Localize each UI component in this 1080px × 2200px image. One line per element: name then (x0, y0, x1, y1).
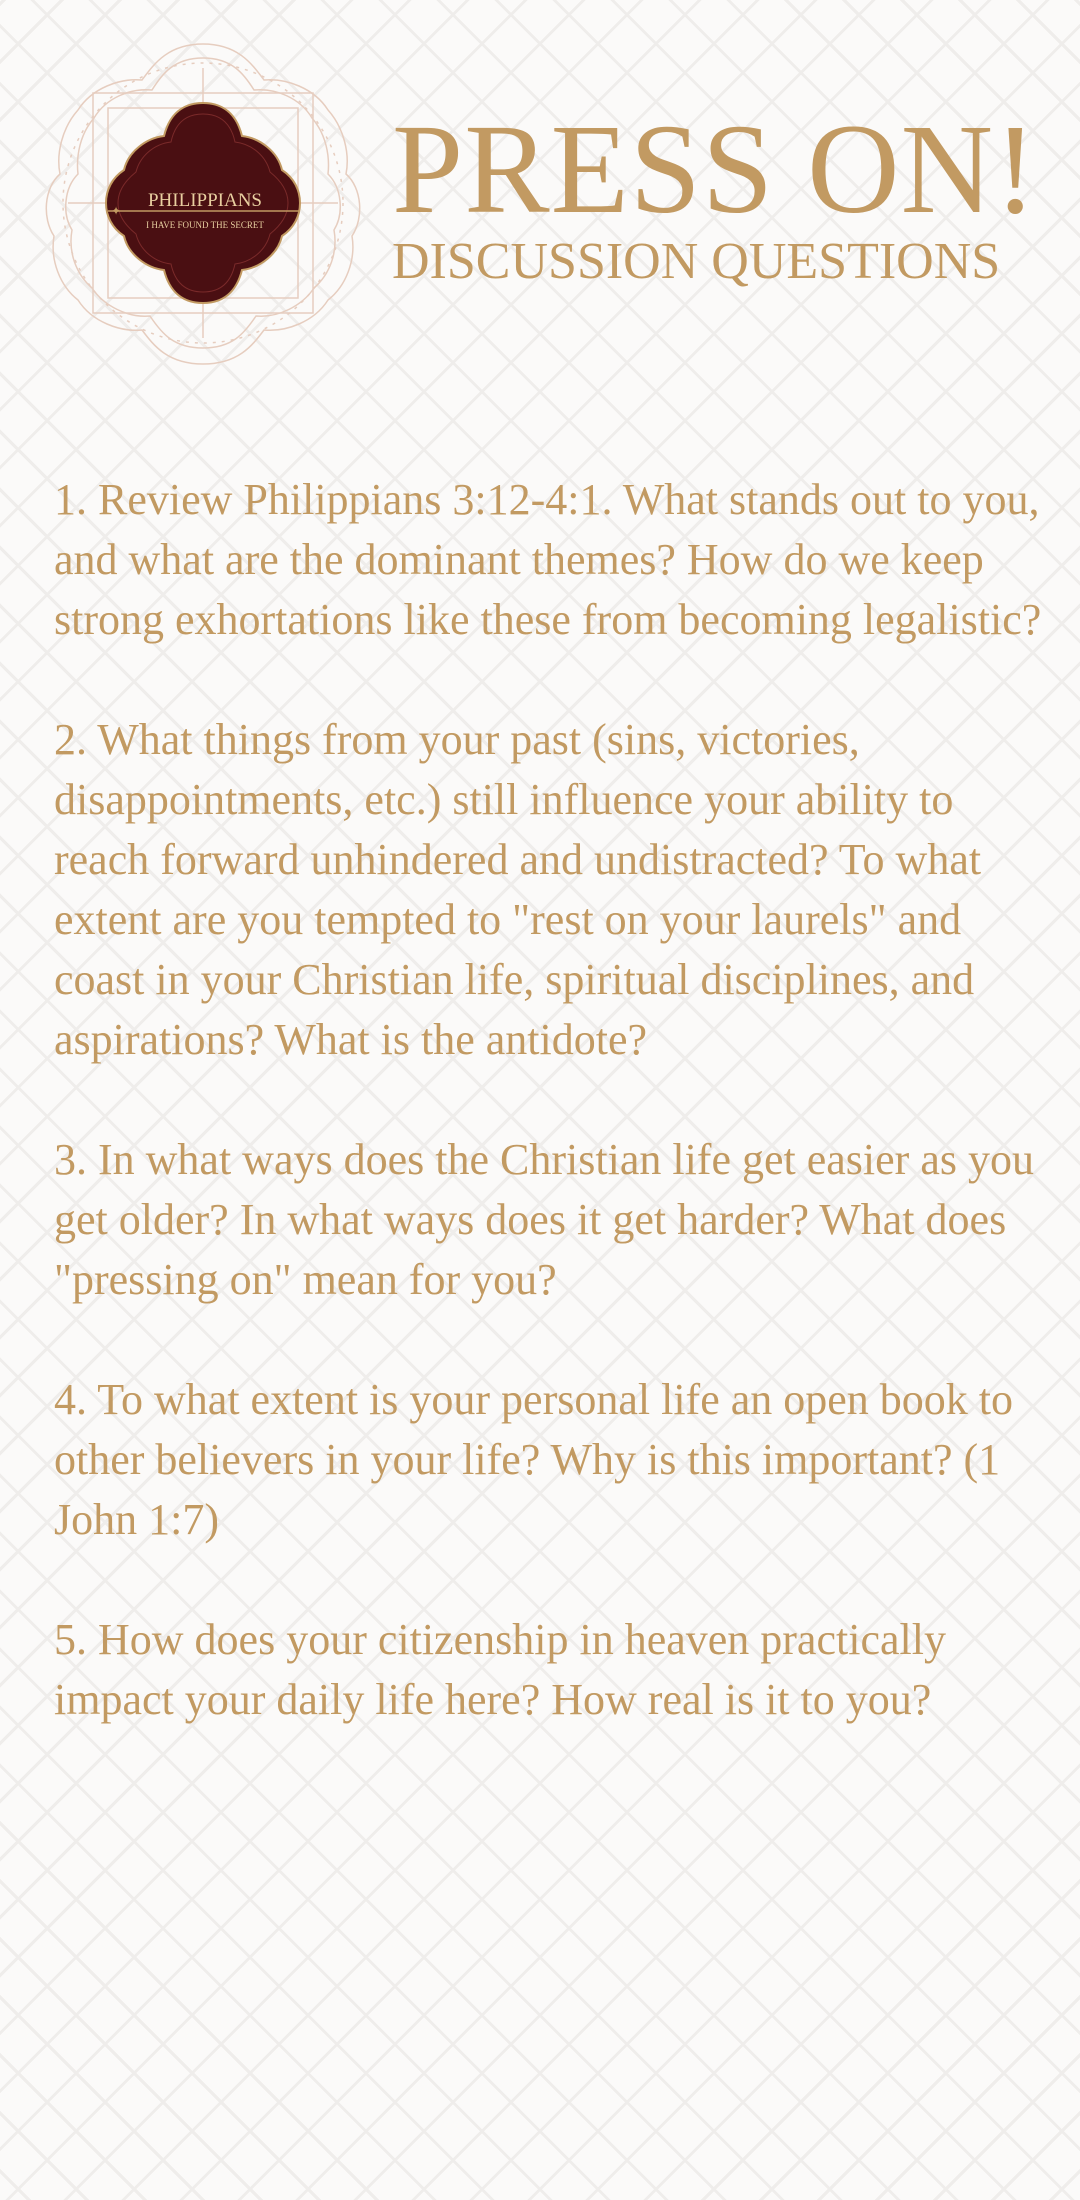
logo-series-name: PHILIPPIANS (147, 190, 263, 211)
philippians-logo (38, 38, 368, 368)
question-4: 4. To what extent is your personal life an open book to other believers in your life? Why is this important? (1 John 1:7) (54, 1375, 1014, 1544)
svg-text:✦: ✦ (111, 204, 122, 218)
header (392, 98, 1052, 292)
question-list (54, 470, 1044, 1790)
page-title: PRESS ON! (392, 98, 1038, 240)
question-2: 2. What things from your past (sins, victories, disappointments, etc.) still influence your ability to reach forward unhindered and undistracted? To what extent are you tempted to "rest on your laurels" and coast in your Christian life, spiritual disciplines, and aspirations? What is the antidote? (54, 715, 982, 1064)
question-3: 3. In what ways does the Christian life get easier as you get older? In what ways does it get harder? What does "pressing on" mean for you? (54, 1135, 1034, 1304)
question-5: 5. How does your citizenship in heaven practically impact your daily life here? How real is it to you? (54, 1615, 946, 1724)
question-1: 1. Review Philippians 3:12-4:1. What stands out to you, and what are the dominant themes? How do we keep strong exhortations like these from becoming legalistic? (54, 475, 1042, 644)
page-subtitle: DISCUSSION QUESTIONS (392, 233, 1001, 290)
philippians-emblem (38, 38, 368, 368)
logo-tagline: I HAVE FOUND THE SECRET (146, 220, 264, 230)
